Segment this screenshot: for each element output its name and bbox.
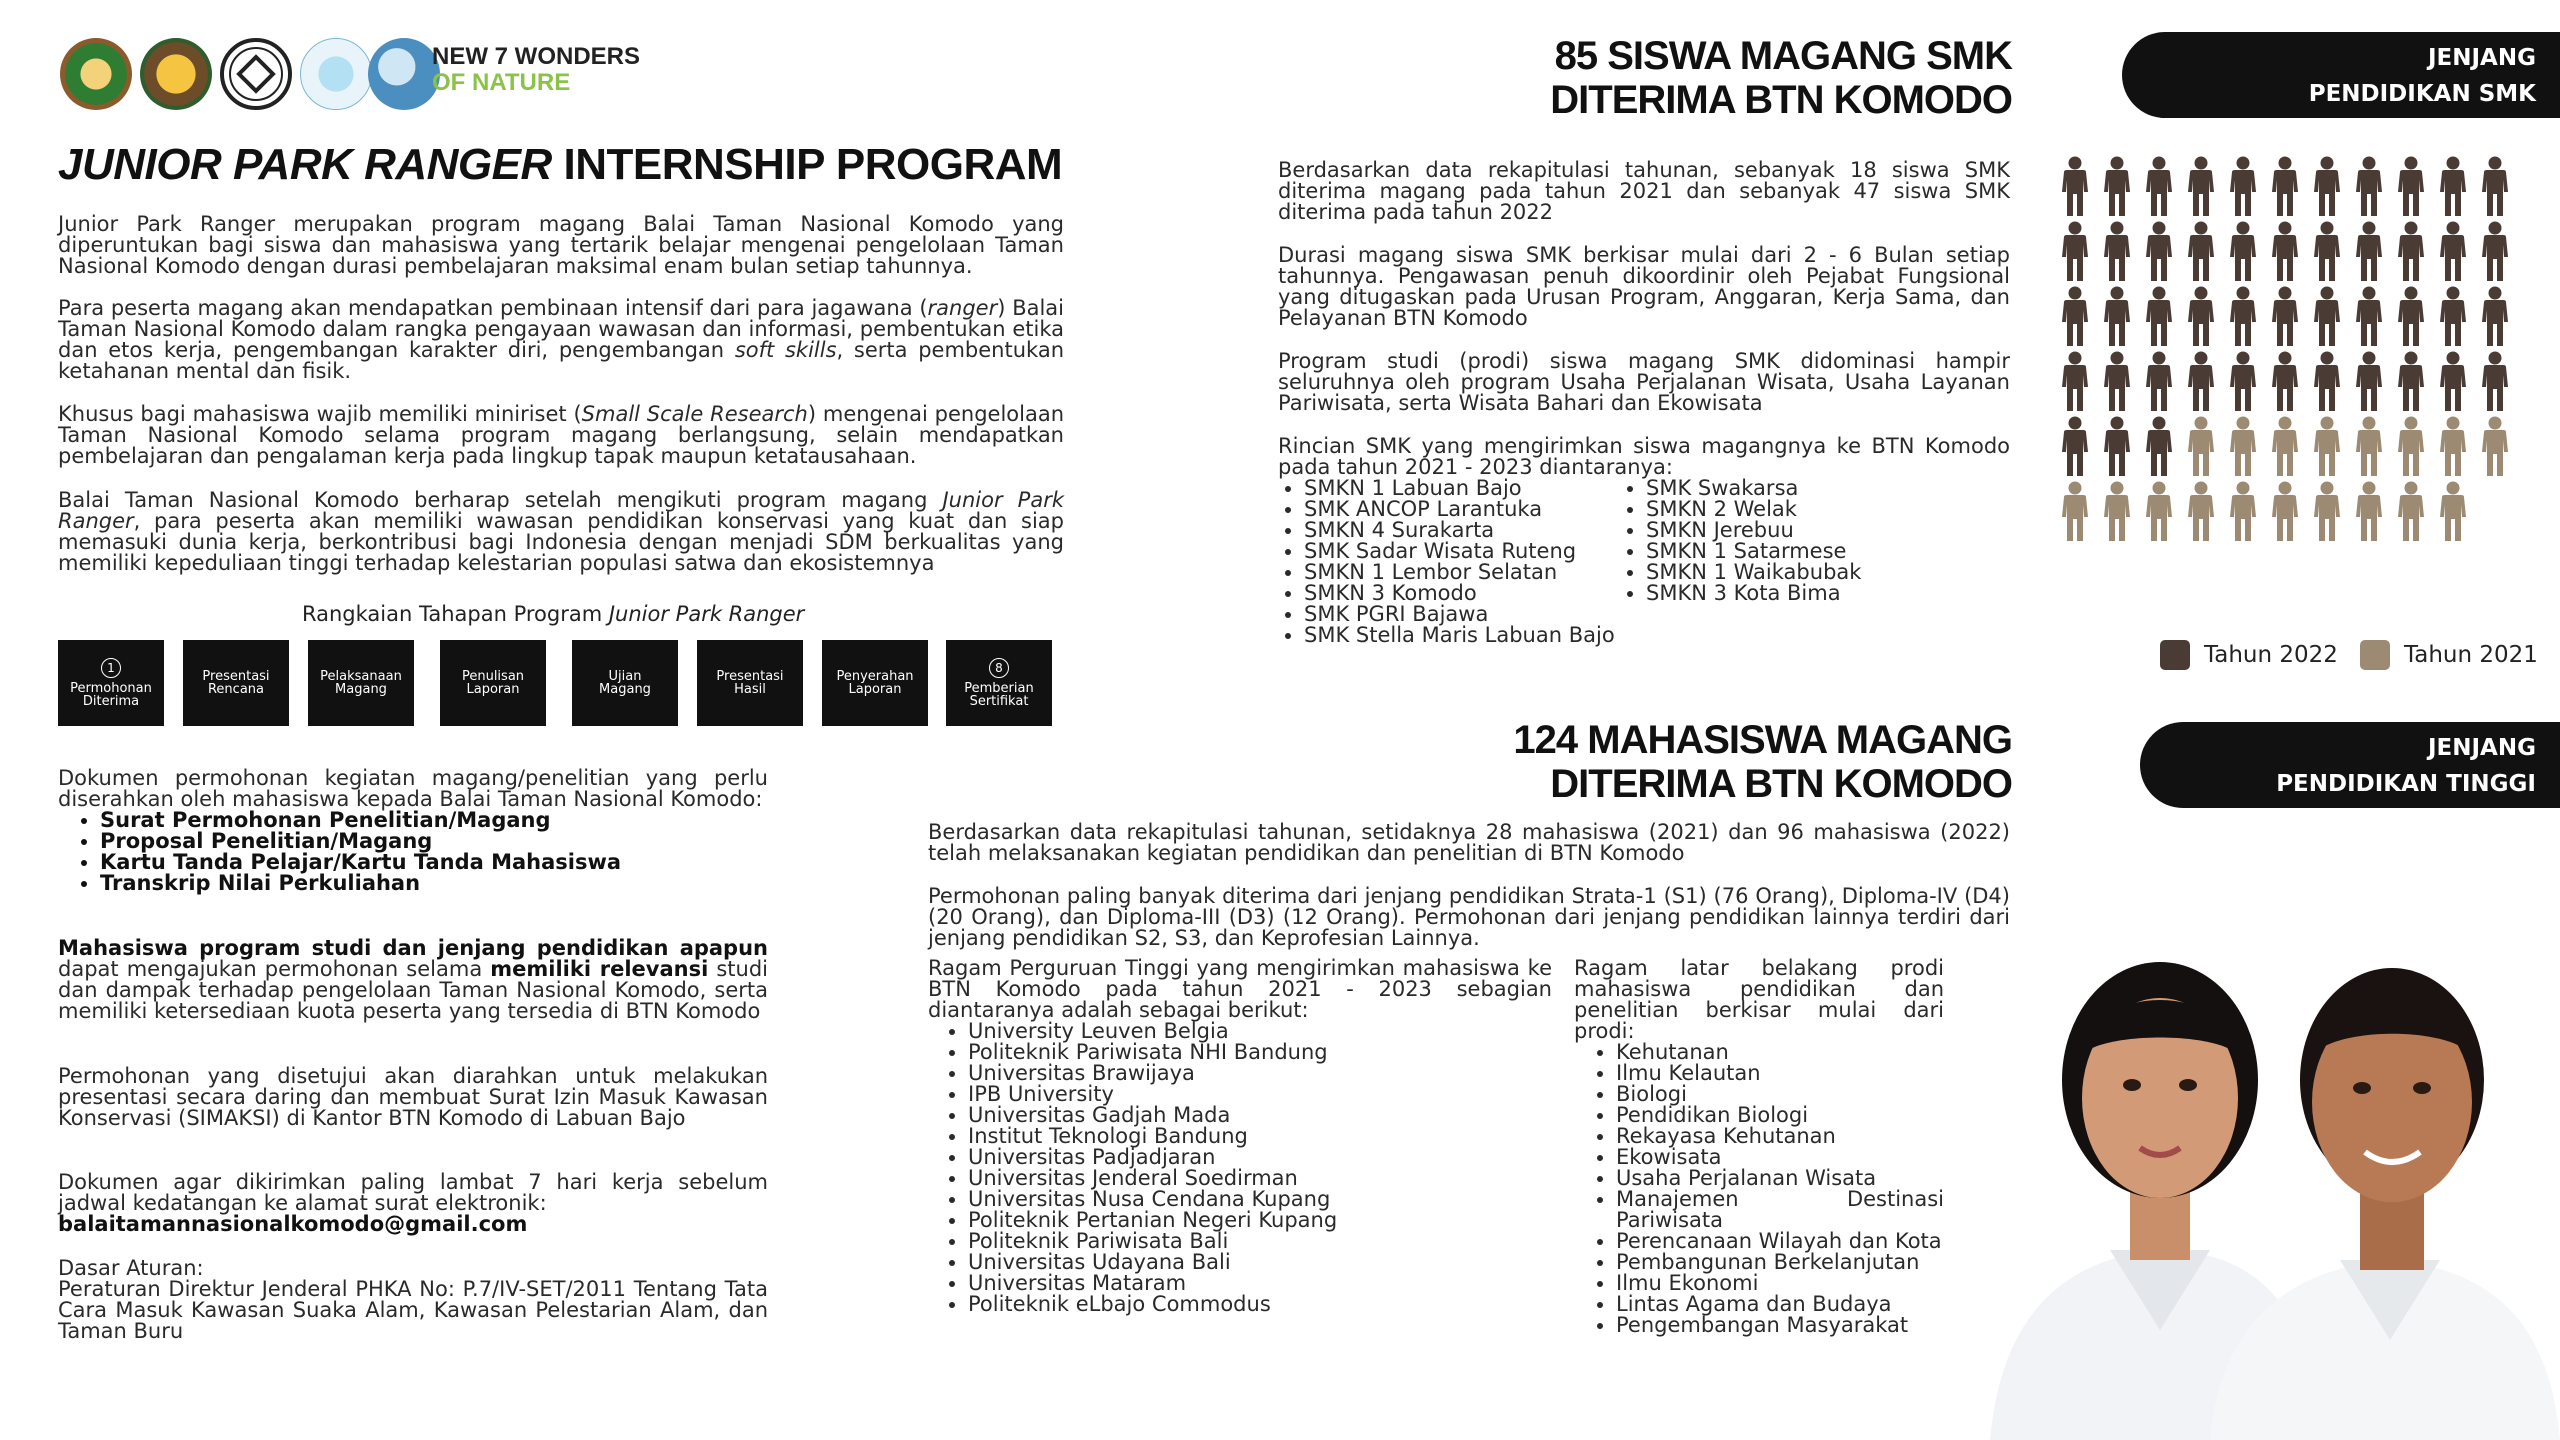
- person-icon-2022: [2352, 156, 2386, 218]
- program-item: • Biologi: [1616, 1084, 1944, 1105]
- legend-2021: Tahun 2021: [2360, 640, 2538, 670]
- school-item: • SMK Stella Maris Labuan Bajo: [1304, 625, 1620, 646]
- stage-box: [572, 640, 678, 726]
- school-item: • SMKN 4 Surakarta: [1304, 520, 1620, 541]
- stage-box: [308, 640, 414, 726]
- person-icon-2022: [2226, 351, 2260, 413]
- person-icon-2022: [2478, 221, 2512, 283]
- stage-box: [58, 640, 164, 726]
- eligibility-paragraph: Mahasiswa program studi dan jenjang pendidikan apapun dapat mengajukan permohonan selama memiliki relevansi studi dan dampak terhadap pengelolaan Taman Nasional Komodo, serta memiliki ketersediaan kuota peserta yang tersedia di BTN Komodo: [58, 936, 769, 1023]
- expectation-paragraph: Balai Taman Nasional Komodo berharap setelah mengikuti program magang Junior Park Ranger, para peserta akan memiliki wawasan pendidikan konservasi yang kuat dan siap memasuki dunia kerja, berkontribusi bagi Indonesia dengan menjadi SDM berkualitas yang memiliki kepeduliaan tinggi terhadap kelestarian populasi satwa dan ekosistemnya: [58, 488, 1064, 575]
- regulation-text: Peraturan Direktur Jenderal PHKA No: P.7/IV-SET/2011 Tentang Tata Cara Masuk Kawasan Suaka Alam, Kawasan Pelestarian Alam, dan Taman Buru: [58, 1277, 768, 1343]
- students-photo: [1960, 830, 2560, 1440]
- person-icon-2022: [2184, 221, 2218, 283]
- smk-school-list-a: [1278, 478, 1620, 646]
- stage-label: Magang: [335, 682, 387, 697]
- person-icon-2022: [2226, 221, 2260, 283]
- program-item: • Manajemen Destinasi Pariwisata: [1616, 1189, 1944, 1231]
- programs-list: [1574, 1042, 1944, 1336]
- school-item: • SMKN 3 Kota Bima: [1646, 583, 1861, 604]
- person-icon-2022: [2226, 286, 2260, 348]
- regulation-title: Dasar Aturan:: [58, 1256, 204, 1280]
- submission-paragraph: [58, 1172, 768, 1235]
- stage-box: [697, 640, 803, 726]
- regulation-section: [58, 1258, 768, 1342]
- uni-paragraph-1: Berdasarkan data rekapitulasi tahunan, setidaknya 28 mahasiswa (2021) dan 96 mahasiswa (2022) telah melaksanakan kegiatan pendidikan dan penelitian di BTN Komodo: [928, 820, 2010, 865]
- intro-paragraph: Junior Park Ranger merupakan program magang Balai Taman Nasional Komodo yang diperuntukan bagi siswa dan mahasiswa yang tertarik belajar mengenai pengelolaan Taman Nasional Komodo dengan durasi pembelajaran maksimal enam bulan setiap tahunnya.: [58, 212, 1064, 278]
- person-icon-2022: [2058, 156, 2092, 218]
- school-item: • SMKN 3 Komodo: [1304, 583, 1620, 604]
- person-icon-2021: [2478, 416, 2512, 478]
- school-item: • SMKN 1 Labuan Bajo: [1304, 478, 1620, 499]
- stage-label: Presentasi: [716, 669, 784, 684]
- person-icon-2021: [2394, 416, 2428, 478]
- universities-list: [928, 1021, 1552, 1315]
- program-item: • Rekayasa Kehutanan: [1616, 1126, 1944, 1147]
- uni-level-pill: JENJANG PENDIDIKAN TINGGI: [2140, 722, 2560, 808]
- stage-label: Hasil: [734, 682, 766, 697]
- person-icon-2022: [2436, 286, 2470, 348]
- person-icon-2022: [2100, 286, 2134, 348]
- person-icon-2022: [2100, 221, 2134, 283]
- person-icon-2021: [2436, 416, 2470, 478]
- person-icon-2022: [2058, 416, 2092, 478]
- person-icon-2021: [2226, 481, 2260, 543]
- program-item: • Pengembangan Masyarakat: [1616, 1315, 1944, 1336]
- person-icon-2022: [2058, 351, 2092, 413]
- person-icon-2022: [2142, 416, 2176, 478]
- person-icon-2021: [2268, 416, 2302, 478]
- stage-label: Laporan: [848, 682, 902, 697]
- stage-label: Laporan: [466, 682, 520, 697]
- komodo-biosphere-reserve-logo: [300, 38, 372, 110]
- stage-label: Presentasi: [202, 669, 270, 684]
- stage-label: Rencana: [207, 682, 264, 697]
- person-icon-2022: [2310, 156, 2344, 218]
- smk-text: [1278, 160, 2010, 646]
- person-icon-2022: [2352, 351, 2386, 413]
- document-item: • Transkrip Nilai Perkuliahan: [100, 873, 768, 894]
- university-item: • Politeknik eLbajo Commodus: [968, 1294, 1552, 1315]
- university-item: • Institut Teknologi Bandung: [968, 1126, 1552, 1147]
- person-icon-2021: [2100, 481, 2134, 543]
- stage-label: Pemberian: [964, 681, 1034, 696]
- person-icon-2022: [2184, 156, 2218, 218]
- person-icon-2022: [2478, 286, 2512, 348]
- stage-box: [183, 640, 289, 726]
- person-icon-2021: [2184, 481, 2218, 543]
- university-item: • Universitas Nusa Cendana Kupang: [968, 1189, 1552, 1210]
- university-item: • IPB University: [968, 1084, 1552, 1105]
- stage-label: Magang: [599, 682, 651, 697]
- submission-text: Dokumen agar dikirimkan paling lambat 7 hari kerja sebelum jadwal kedatangan ke alamat surat elektronik:: [58, 1170, 768, 1215]
- smk-paragraph-2: Durasi magang siswa SMK berkisar mulai dari 2 - 6 Bulan setiap tahunnya. Pengawasan penuh dikoordinir oleh Pejabat Fungsional yang ditugaskan pada Urusan Program, Anggaran, Kerja Sama, dan Pelayanan BTN Komodo: [1278, 243, 2010, 330]
- person-icon-2022: [2268, 221, 2302, 283]
- stages-title: Rangkaian Tahapan Program Junior Park Ranger: [302, 602, 805, 626]
- school-item: • SMKN Jerebuu: [1646, 520, 1861, 541]
- documents-intro: Dokumen permohonan kegiatan magang/penelitian yang perlu diserahkan oleh mahasiswa kepada Balai Taman Nasional Komodo:: [58, 766, 768, 811]
- person-icon-2022: [2184, 286, 2218, 348]
- program-item: • Kehutanan: [1616, 1042, 1944, 1063]
- school-item: • SMK Sadar Wisata Ruteng: [1304, 541, 1620, 562]
- new-7-wonders-logo: [368, 38, 440, 110]
- person-icon-2022: [2100, 416, 2134, 478]
- school-item: • SMKN 2 Welak: [1646, 499, 1861, 520]
- person-icon-2022: [2310, 351, 2344, 413]
- program-item: • Lintas Agama dan Budaya: [1616, 1294, 1944, 1315]
- n7w-line2: OF NATURE: [432, 69, 571, 96]
- person-icon-2021: [2352, 481, 2386, 543]
- documents-section: [58, 768, 768, 894]
- program-item: • Pembangunan Berkelanjutan: [1616, 1252, 1944, 1273]
- uni-universities: [928, 958, 1552, 1315]
- university-item: • Universitas Padjadjaran: [968, 1147, 1552, 1168]
- document-item: • Proposal Penelitian/Magang: [100, 831, 768, 852]
- uni-programs: [1574, 958, 1944, 1336]
- title-italic: JUNIOR PARK RANGER: [58, 140, 552, 189]
- uni-text: [928, 822, 2010, 949]
- program-item: • Pendidikan Biologi: [1616, 1105, 1944, 1126]
- person-icon-2022: [2394, 156, 2428, 218]
- person-icon-2022: [2184, 351, 2218, 413]
- person-icon-2022: [2142, 221, 2176, 283]
- title-rest: INTERNSHIP PROGRAM: [551, 140, 1063, 189]
- school-item: • SMK PGRI Bajawa: [1304, 604, 1620, 625]
- program-item: • Ilmu Kelautan: [1616, 1063, 1944, 1084]
- university-item: • Politeknik Pariwisata Bali: [968, 1231, 1552, 1252]
- smk-level-pill: JENJANG PENDIDIKAN SMK: [2122, 32, 2560, 118]
- school-item: • SMK Swakarsa: [1646, 478, 1861, 499]
- legend-swatch-2021: [2360, 640, 2390, 670]
- person-icon-2021: [2268, 481, 2302, 543]
- taman-nasional-komodo-logo: [140, 38, 212, 110]
- n7w-line1: NEW 7 WONDERS: [432, 43, 641, 70]
- stage-number: 1: [101, 658, 121, 678]
- school-item: • SMKN 1 Satarmese: [1646, 541, 1861, 562]
- person-icon-2022: [2436, 156, 2470, 218]
- person-icon-2022: [2142, 156, 2176, 218]
- person-icon-2022: [2268, 351, 2302, 413]
- documents-list: [58, 810, 768, 894]
- document-item: • Surat Permohonan Penelitian/Magang: [100, 810, 768, 831]
- person-icon-2022: [2436, 351, 2470, 413]
- stage-box: [946, 640, 1052, 726]
- stage-label: Ujian: [608, 669, 642, 684]
- stage-number: 8: [989, 658, 1009, 678]
- stage-label: Diterima: [82, 694, 140, 709]
- stage-box: [822, 640, 928, 726]
- mentoring-paragraph: Para peserta magang akan mendapatkan pembinaan intensif dari para jagawana (ranger) Balai Taman Nasional Komodo dalam rangka pengayaan wawasan dan informasi, pembentukan etika dan etos kerja, pengembangan karakter diri, pengembangan soft skills, serta pembentukan ketahanan mental dan fisik.: [58, 296, 1065, 383]
- person-icon-2022: [2394, 286, 2428, 348]
- person-icon-2022: [2142, 351, 2176, 413]
- person-icon-2022: [2310, 286, 2344, 348]
- program-item: • Perencanaan Wilayah dan Kota: [1616, 1231, 1944, 1252]
- person-icon-2022: [2226, 156, 2260, 218]
- universities-intro: Ragam Perguruan Tinggi yang mengirimkan mahasiswa ke BTN Komodo pada tahun 2021 - 2023 sebagian diantaranya adalah sebagai berikut:: [928, 956, 1552, 1022]
- program-item: • Ekowisata: [1616, 1147, 1944, 1168]
- school-item: • SMKN 1 Waikabubak: [1646, 562, 1861, 583]
- page-title: [58, 140, 1062, 190]
- approval-paragraph: Permohonan yang disetujui akan diarahkan untuk melakukan presentasi secara daring dan membuat Surat Izin Masuk Kawasan Konservasi (SIMAKSI) di Kantor BTN Komodo di Labuan Bajo: [58, 1064, 768, 1130]
- stage-label: Penulisan: [461, 669, 525, 684]
- person-icon-2022: [2394, 351, 2428, 413]
- person-icon-2021: [2142, 481, 2176, 543]
- school-item: • SMKN 1 Lembor Selatan: [1304, 562, 1620, 583]
- university-item: • Universitas Gadjah Mada: [968, 1105, 1552, 1126]
- university-item: • University Leuven Belgia: [968, 1021, 1552, 1042]
- smk-school-list-b: [1620, 478, 1861, 646]
- school-item: • SMK ANCOP Larantuka: [1304, 499, 1620, 520]
- university-item: • Universitas Jenderal Soedirman: [968, 1168, 1552, 1189]
- stage-box: [440, 640, 546, 726]
- person-icon-2022: [2310, 221, 2344, 283]
- university-item: • Politeknik Pariwisata NHI Bandung: [968, 1042, 1552, 1063]
- smk-paragraph-3: Program studi (prodi) siswa magang SMK didominasi hampir seluruhnya oleh program Usaha Perjalanan Wisata, Usaha Layanan Pariwisata, serta Wisata Bahari dan Ekowisata: [1278, 349, 2010, 415]
- person-icon-2021: [2436, 481, 2470, 543]
- person-icon-2022: [2436, 221, 2470, 283]
- person-icon-2021: [2352, 416, 2386, 478]
- person-icon-2021: [2226, 416, 2260, 478]
- stage-label: Pelaksanaan: [320, 669, 402, 684]
- ministry-logo: [60, 38, 132, 110]
- research-paragraph: Khusus bagi mahasiswa wajib memiliki miniriset (Small Scale Research) mengenai pengelolaan Taman Nasional Komodo selama program magang berlangsung, selain mendapatkan pembelajaran dan pengalaman kerja pada lingkup tapak maupun ketatausahaan.: [58, 402, 1065, 468]
- person-icon-2022: [2058, 286, 2092, 348]
- university-item: • Universitas Mataram: [968, 1273, 1552, 1294]
- person-icon-2021: [2058, 481, 2092, 543]
- smk-headline: 85 SISWA MAGANG SMK DITERIMA BTN KOMODO: [1550, 34, 2012, 122]
- university-item: • Universitas Brawijaya: [968, 1063, 1552, 1084]
- smk-paragraph-4: Rincian SMK yang mengirimkan siswa magangnya ke BTN Komodo pada tahun 2021 - 2023 diantaranya:: [1278, 434, 2010, 479]
- person-icon-2022: [2100, 351, 2134, 413]
- legend-2022: Tahun 2022: [2160, 640, 2338, 670]
- person-icon-2022: [2352, 286, 2386, 348]
- program-item: • Usaha Perjalanan Wisata: [1616, 1168, 1944, 1189]
- person-icon-2021: [2310, 416, 2344, 478]
- uni-paragraph-2: Permohonan paling banyak diterima dari jenjang pendidikan Strata-1 (S1) (76 Orang), Diploma-IV (D4) (20 Orang), dan Diploma-III (D3) (12 Orang). Permohonan dari jenjang pendidikan lainnya terdiri dari jenjang pendidikan S2, S3, dan Keprofesian Lainnya.: [928, 884, 2010, 950]
- person-icon-2022: [2268, 156, 2302, 218]
- person-icon-2022: [2478, 156, 2512, 218]
- smk-paragraph-1: Berdasarkan data rekapitulasi tahunan, sebanyak 18 siswa SMK diterima magang pada tahun 2021 dan sebanyak 47 siswa SMK diterima pada tahun 2022: [1278, 158, 2010, 224]
- program-item: • Ilmu Ekonomi: [1616, 1273, 1944, 1294]
- legend-swatch-2022: [2160, 640, 2190, 670]
- stage-label: Sertifikat: [969, 694, 1029, 709]
- person-icon-2022: [2058, 221, 2092, 283]
- programs-intro: Ragam latar belakang prodi mahasiswa pendidikan dan penelitian berkisar mulai dari prodi:: [1574, 956, 1944, 1043]
- stage-label: Permohonan: [70, 681, 152, 696]
- person-icon-2022: [2142, 286, 2176, 348]
- stage-label: Penyerahan: [836, 669, 914, 684]
- person-icon-2022: [2100, 156, 2134, 218]
- university-item: • Politeknik Pertanian Negeri Kupang: [968, 1210, 1552, 1231]
- person-icon-2022: [2478, 351, 2512, 413]
- person-icon-2021: [2394, 481, 2428, 543]
- new-7-wonders-text: [432, 44, 640, 96]
- person-icon-2021: [2310, 481, 2344, 543]
- person-icon-2021: [2184, 416, 2218, 478]
- world-heritage-logo: [220, 38, 292, 110]
- person-icon-2022: [2394, 221, 2428, 283]
- contact-email[interactable]: balaitamannasionalkomodo@gmail.com: [58, 1212, 528, 1236]
- person-icon-2022: [2268, 286, 2302, 348]
- person-icon-2022: [2352, 221, 2386, 283]
- university-item: • Universitas Udayana Bali: [968, 1252, 1552, 1273]
- uni-headline: 124 MAHASISWA MAGANG DITERIMA BTN KOMODO: [1513, 718, 2012, 806]
- document-item: • Kartu Tanda Pelajar/Kartu Tanda Mahasiswa: [100, 852, 768, 873]
